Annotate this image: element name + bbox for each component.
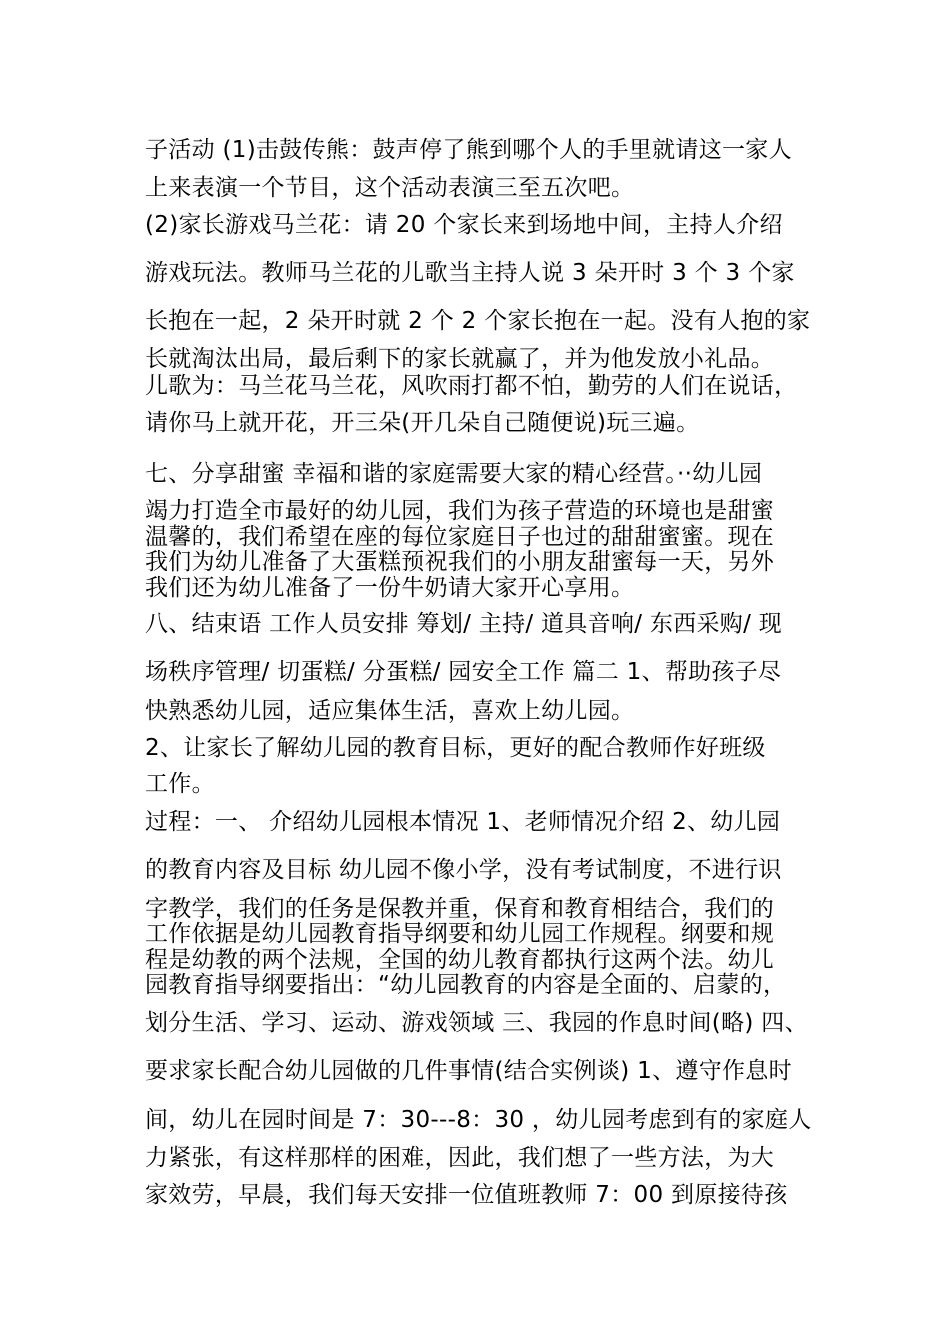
text-line: 过程：一、 介绍幼儿园根本情况 1、老师情况介绍 2、幼儿园 bbox=[145, 809, 781, 835]
text-line: 力紧张，有这样那样的困难，因此，我们想了一些方法，为大 bbox=[145, 1145, 775, 1171]
text-line: 的教育内容及目标 幼儿园不像小学，没有考试制度，不进行识 bbox=[145, 857, 782, 883]
text-line: 温馨的，我们希望在座的每位家庭日子也过的甜甜蜜蜜。现在 bbox=[145, 524, 775, 550]
text-line: 八、结束语 工作人员安排 筹划/ 主持/ 道具音响/ 东西采购/ 现 bbox=[145, 611, 783, 637]
text-line: 工作。 bbox=[145, 771, 215, 797]
text-line: 场秩序管理/ 切蛋糕/ 分蛋糕/ 园安全工作 篇二 1、帮助孩子尽 bbox=[145, 659, 782, 685]
text-line: 长抱在一起，2 朵开时就 2 个 2 个家长抱在一起。没有人抱的家 bbox=[145, 308, 811, 334]
text-line: 子活动 (1)击鼓传熊：鼓声停了熊到哪个人的手里就请这一家人 bbox=[145, 137, 792, 163]
text-line: 我们还为幼儿准备了一份牛奶请大家开心享用。 bbox=[145, 575, 635, 601]
text-line: 竭力打造全市最好的幼儿园，我们为孩子营造的环境也是甜蜜 bbox=[145, 498, 775, 524]
text-line: 七、分享甜蜜 幸福和谐的家庭需要大家的精心经营。··幼儿园 bbox=[145, 461, 763, 487]
text-line: 间，幼儿在园时间是 7：30---8：30 ，幼儿园考虑到有的家庭人 bbox=[145, 1107, 812, 1133]
text-line: 快熟悉幼儿园，适应集体生活，喜欢上幼儿园。 bbox=[145, 698, 635, 724]
text-line: 上来表演一个节目，这个活动表演三至五次吧。 bbox=[145, 175, 635, 201]
text-line: 游戏玩法。教师马兰花的儿歌当主持人说 3 朵开时 3 个 3 个家 bbox=[145, 260, 795, 286]
text-line: 2、让家长了解幼儿园的教育目标，更好的配合教师作好班级 bbox=[145, 735, 766, 761]
text-line: 家效劳，早晨，我们每天安排一位值班教师 7：00 到原接待孩 bbox=[145, 1182, 788, 1208]
text-line: (2)家长游戏马兰花：请 20 个家长来到场地中间，主持人介绍 bbox=[145, 212, 783, 238]
text-line: 我们为幼儿准备了大蛋糕预祝我们的小朋友甜蜜每一天，另外 bbox=[145, 549, 775, 575]
text-line: 程是幼教的两个法规，全国的幼儿教育都执行这两个法。幼儿 bbox=[145, 947, 775, 973]
text-line: 要求家长配合幼儿园做的几件事情(结合实例谈) 1、遵守作息时 bbox=[145, 1058, 792, 1084]
text-line: 长就淘汰出局，最后剩下的家长就赢了，并为他发放小礼品。 bbox=[145, 346, 775, 372]
text-line: 请你马上就开花，开三朵(开几朵自己随便说)玩三遍。 bbox=[145, 410, 700, 436]
text-line: 园教育指导纲要指出：“幼儿园教育的内容是全面的、启蒙的， bbox=[145, 972, 787, 998]
text-line: 字教学，我们的任务是保教并重，保育和教育相结合，我们的 bbox=[145, 896, 775, 922]
text-line: 儿歌为：马兰花马兰花，风吹雨打都不怕，勤劳的人们在说话， bbox=[145, 373, 798, 399]
text-line: 划分生活、学习、运动、游戏领域 三、我园的作息时间(略) 四、 bbox=[145, 1010, 808, 1036]
text-line: 工作依据是幼儿园教育指导纲要和幼儿园工作规程。纲要和规 bbox=[145, 921, 775, 947]
